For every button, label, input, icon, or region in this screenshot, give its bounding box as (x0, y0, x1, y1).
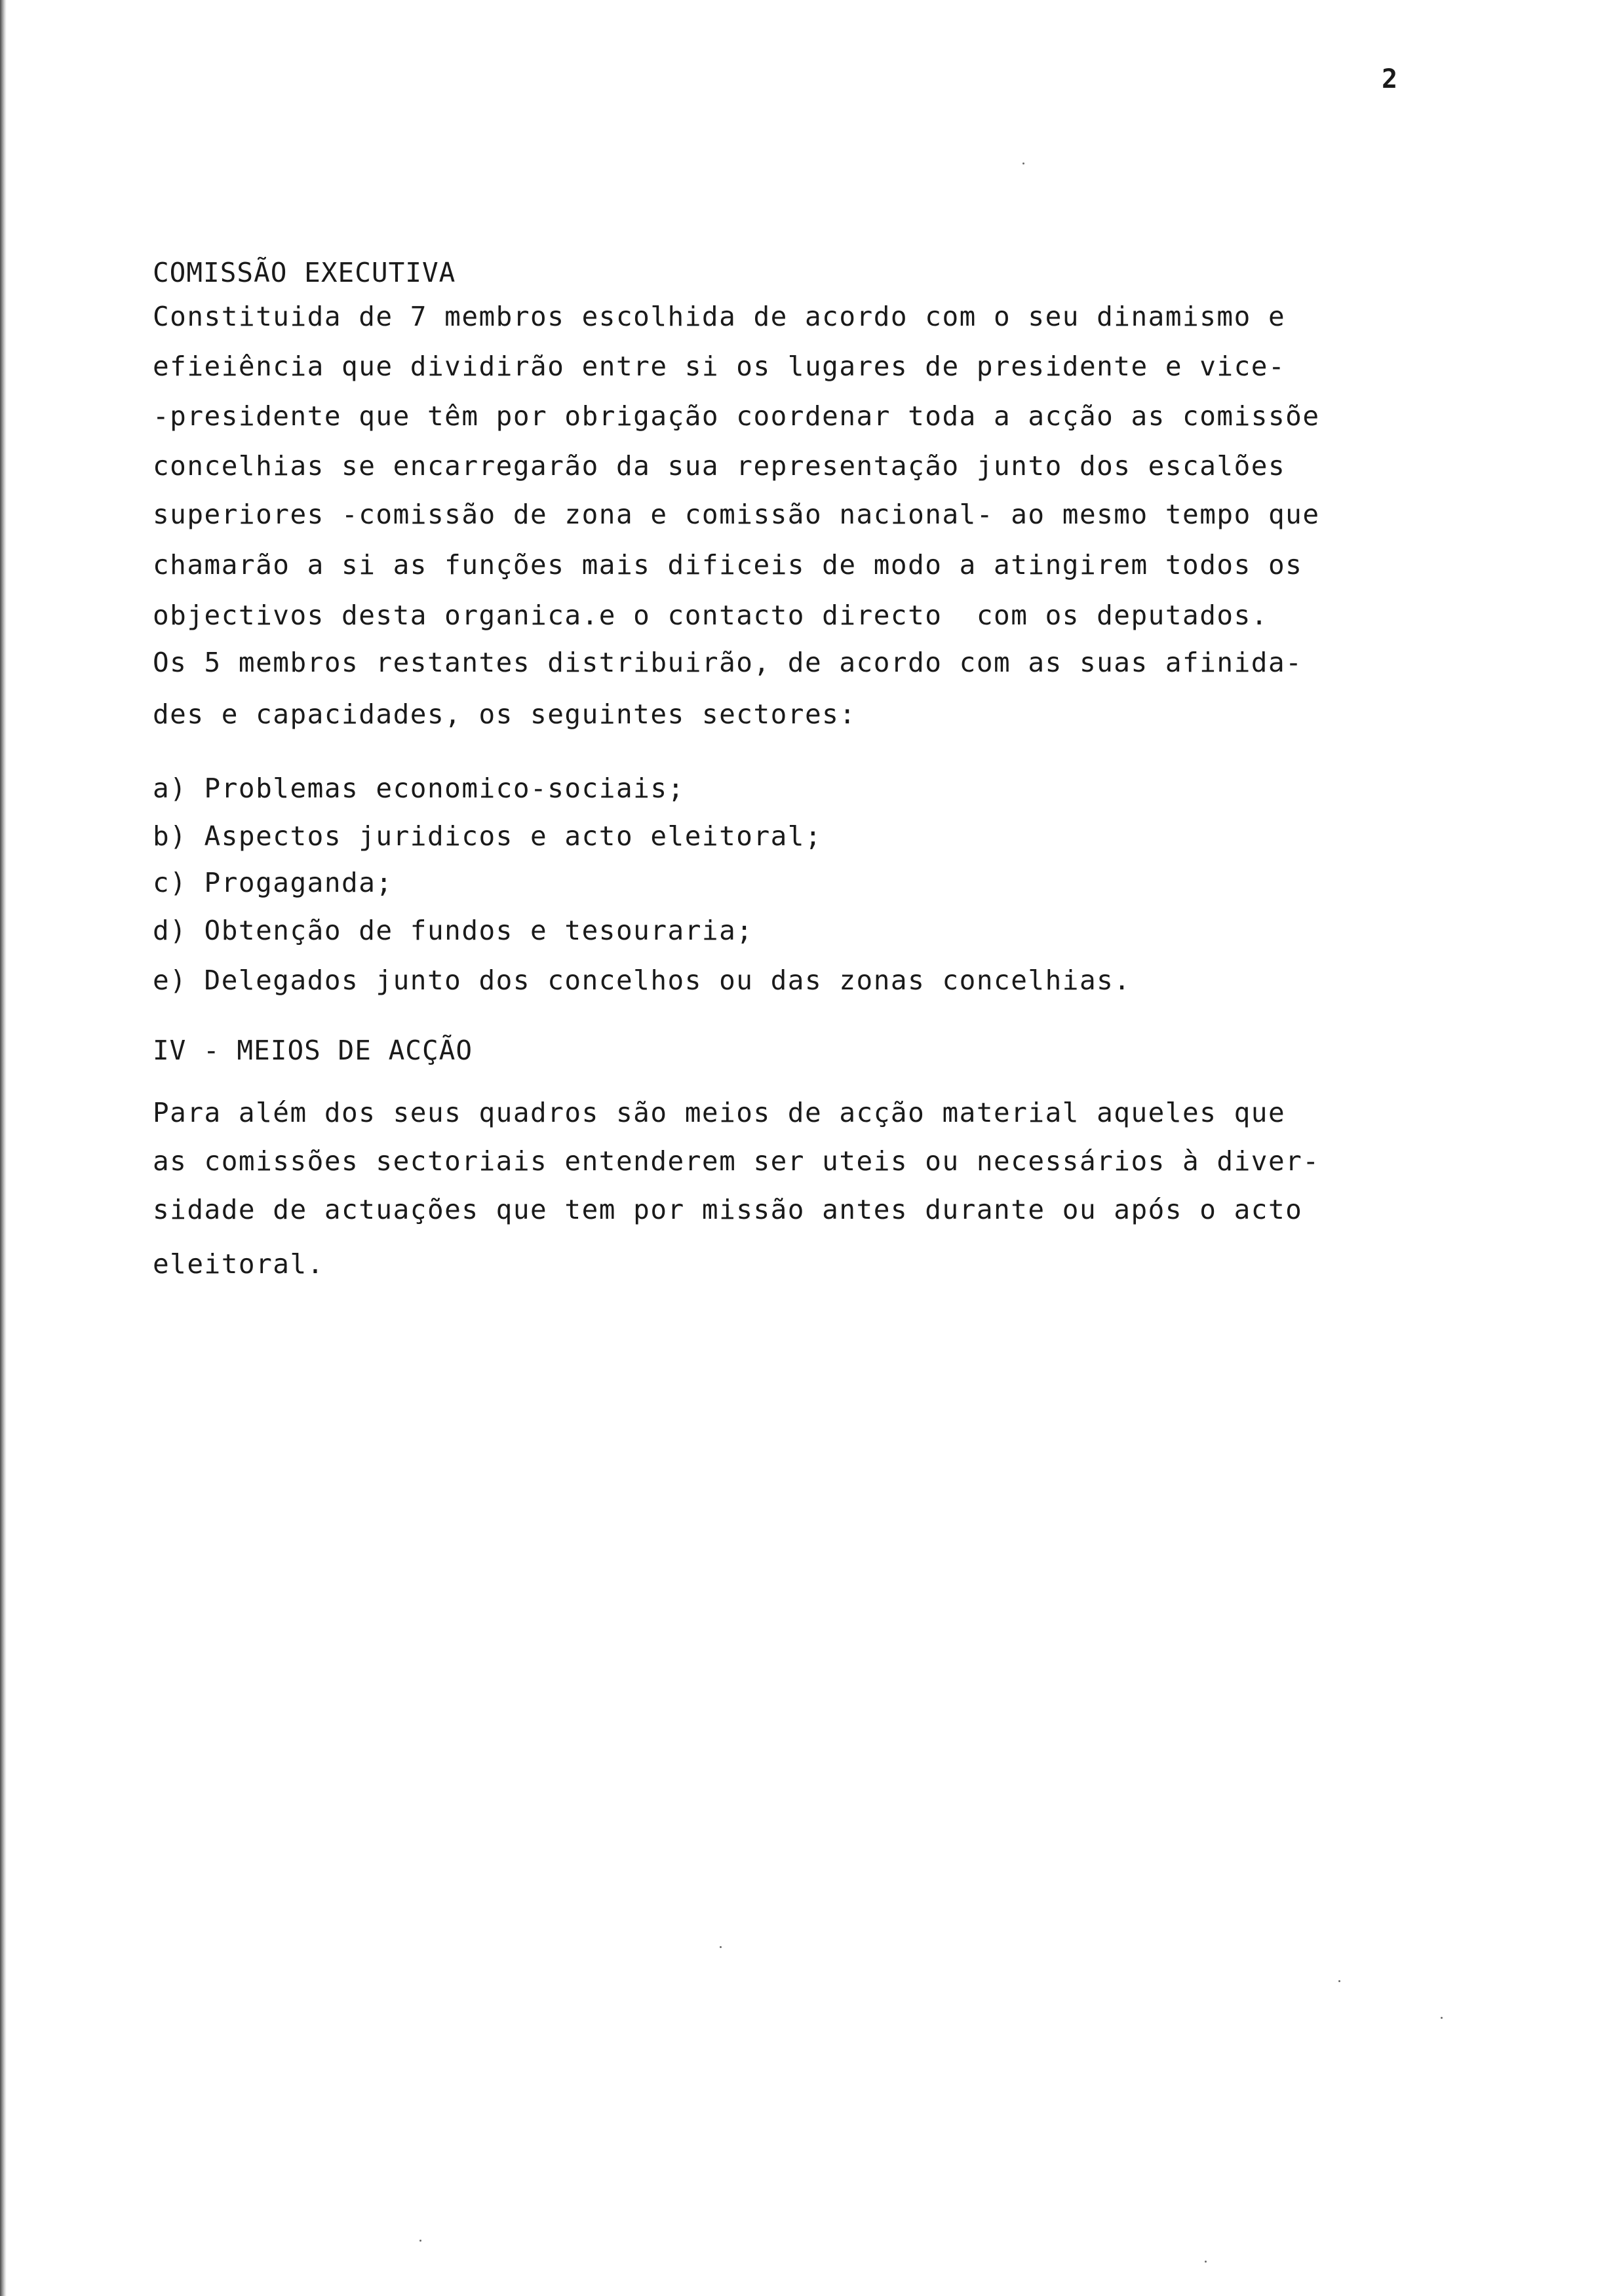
page-number: 2 (1382, 64, 1398, 94)
executive-line-6: chamarão a si as funções mais dificeis de modo a atingirem todos os (153, 549, 1303, 581)
scan-speck (419, 2240, 421, 2242)
executive-line-8: Os 5 membros restantes distribuirão, de acordo com as suas afinida- (153, 647, 1303, 678)
means-line-2: as comissões sectoriais entenderem ser uteis ou necessários à diver- (153, 1145, 1320, 1177)
executive-line-4: concelhias se encarregarão da sua representação junto dos escalões (153, 450, 1286, 482)
means-heading: IV - MEIOS DE ACÇÃO (153, 1035, 473, 1066)
executive-line-5: superiores -comissão de zona e comissão nacional- ao mesmo tempo que (153, 499, 1320, 530)
means-line-4: eleitoral. (153, 1248, 324, 1280)
sector-item-a: a) Problemas economico-sociais; (153, 773, 685, 804)
means-line-3: sidade de actuações que tem por missão antes durante ou após o acto (153, 1194, 1303, 1225)
scan-speck (1022, 163, 1024, 164)
means-line-1: Para além dos seus quadros são meios de acção material aqueles que (153, 1097, 1286, 1128)
sector-item-d: d) Obtenção de fundos e tesouraria; (153, 915, 754, 946)
scan-left-edge (0, 0, 7, 2296)
executive-line-1: Constituida de 7 membros escolhida de acordo com o seu dinamismo e (153, 301, 1286, 332)
scan-speck (1205, 2261, 1207, 2263)
scan-speck (1441, 2017, 1443, 2019)
sector-item-c: c) Progaganda; (153, 867, 393, 898)
sector-item-e: e) Delegados junto dos concelhos ou das zonas concelhias. (153, 965, 1131, 996)
sector-item-b: b) Aspectos juridicos e acto eleitoral; (153, 820, 823, 852)
scan-speck (720, 1946, 722, 1948)
executive-line-9: des e capacidades, os seguintes sectores: (153, 698, 857, 730)
executive-line-3: -presidente que têm por obrigação coordenar toda a acção as comissõe (153, 400, 1320, 432)
executive-line-2: efieiência que dividirão entre si os lugares de presidente e vice- (153, 351, 1286, 382)
scan-speck (1338, 1980, 1340, 1982)
executive-heading: COMISSÃO EXECUTIVA (153, 257, 456, 288)
executive-line-7: objectivos desta organica.e o contacto directo com os deputados. (153, 600, 1268, 631)
